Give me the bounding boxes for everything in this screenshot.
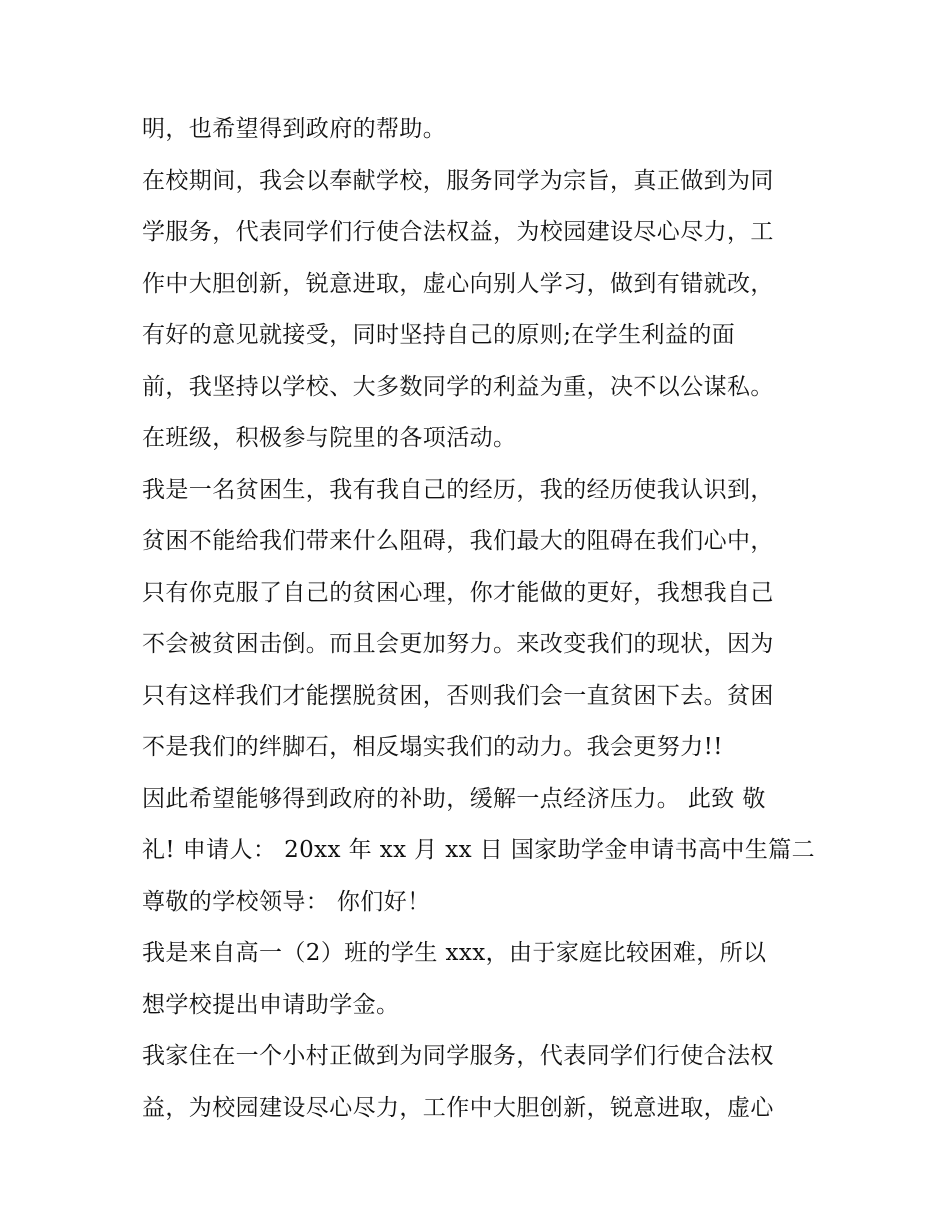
text-line: 因此希望能够得到政府的补助，缓解一点经济压力。 此致 敬 xyxy=(142,785,766,812)
text-line: 前，我坚持以学校、大多数同学的利益为重，决不以公谋私。 xyxy=(142,373,774,400)
text-line: 作中大胆创新，锐意进取，虚心向别人学习，做到有错就改， xyxy=(142,270,774,297)
text-line: 有好的意见就接受，同时坚持自己的原则;在学生利益的面 xyxy=(142,322,736,348)
text-line: 学服务，代表同学们行使合法权益，为校园建设尽心尽力，工 xyxy=(142,219,774,245)
text-line: 贫困不能给我们带来什么阻碍，我们最大的阻碍在我们心中， xyxy=(142,528,774,554)
text-line: 不会被贫困击倒。而且会更加努力。来改变我们的现状，因为 xyxy=(142,631,774,657)
text-line: 我是一名贫困生，我有我自己的经历，我的经历使我认识到， xyxy=(142,476,774,503)
text-line: 只有这样我们才能摆脱贫困，否则我们会一直贫困下去。贫困 xyxy=(142,682,774,709)
text-line: 只有你克服了自己的贫困心理，你才能做的更好，我想我自己 xyxy=(142,579,774,606)
text-line: 益，为校园建设尽心尽力，工作中大胆创新，锐意进取，虚心 xyxy=(142,1094,774,1121)
text-line: 礼! 申请人： 20xx 年 xx 月 xx 日 国家助学金申请书高中生篇二 xyxy=(142,837,816,863)
document-body xyxy=(142,108,822,1138)
text-line: 尊敬的学校领导： 你们好！ xyxy=(142,888,431,915)
text-line: 明，也希望得到政府的帮助。 xyxy=(142,116,447,142)
text-line: 我是来自高一（2）班的学生 xxx，由于家庭比较困难，所以 xyxy=(142,940,767,966)
text-line: 在班级，积极参与院里的各项活动。 xyxy=(142,425,517,451)
text-line: 不是我们的绊脚石，相反塌实我们的动力。我会更努力!! xyxy=(142,734,723,760)
text-line: 我家住在一个小村正做到为同学服务，代表同学们行使合法权 xyxy=(142,1043,774,1069)
text-line: 想学校提出申请助学金。 xyxy=(142,991,400,1018)
text-line: 在校期间，我会以奉献学校，服务同学为宗旨，真正做到为同 xyxy=(142,167,774,194)
